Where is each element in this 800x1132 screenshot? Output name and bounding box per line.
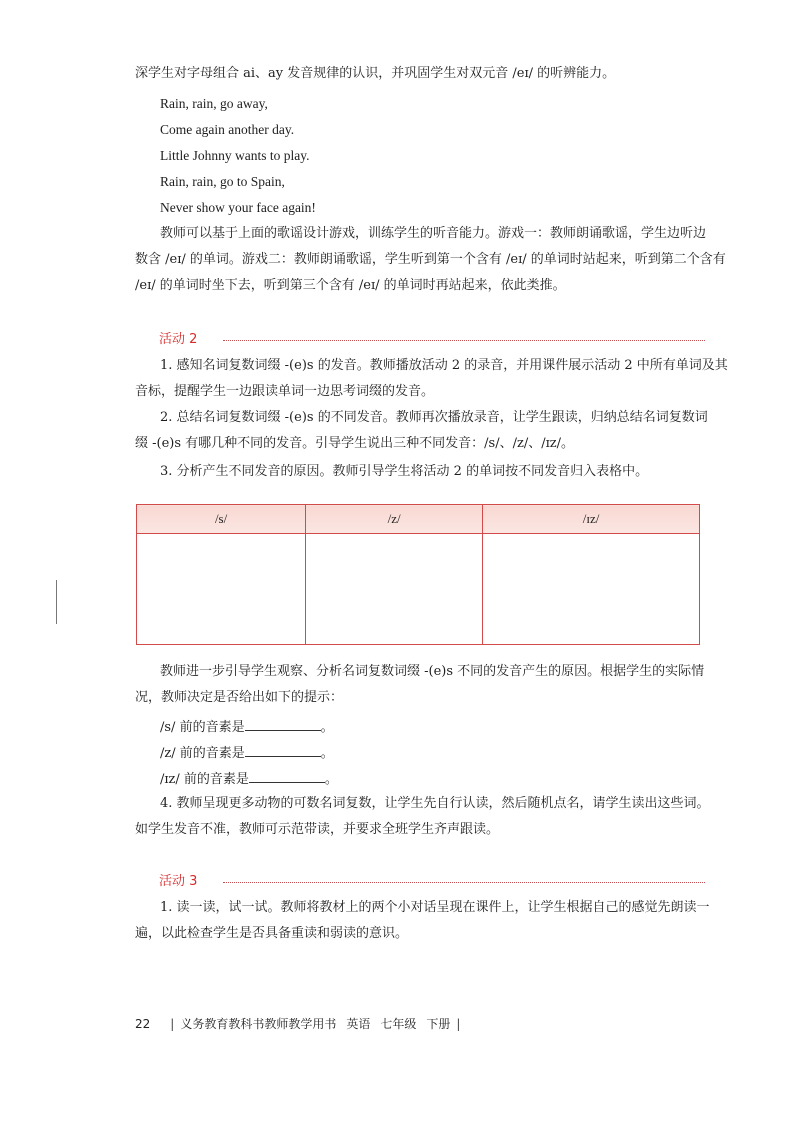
heading-divider xyxy=(223,340,705,341)
table-cell-s xyxy=(137,534,306,645)
table-header-row xyxy=(137,505,700,534)
poem-line-5: Never show your face again! xyxy=(160,200,316,215)
table-row xyxy=(137,534,700,645)
hint-z-end: 。 xyxy=(320,746,334,761)
table-cell-iz xyxy=(483,534,700,645)
hint-line-z xyxy=(160,742,730,764)
game-line-1: 教师可以基于上面的歌谣设计游戏，训练学生的听音能力。游戏一：教师朗诵歌谣，学生边听边 xyxy=(160,226,707,241)
activity2-p3-line1: 3. 分析产生不同发音的原因。教师引导学生将活动 2 的单词按不同发音归入表格中。 xyxy=(160,464,649,479)
intro-line: 深学生对字母组合 ai、ay 发音规律的认识，并巩固学生对双元音 /eɪ/ 的听辨能力。 xyxy=(135,66,616,81)
activity2-p5-line1: 4. 教师呈现更多动物的可数名词复数，让学生先自行认读，然后随机点名，请学生读出这些词。 xyxy=(160,796,710,811)
page-number: 22 xyxy=(135,1017,151,1031)
footer-grade: 七年级 xyxy=(380,1017,417,1031)
hint-z-label: /z/ 前的音素是 xyxy=(160,746,245,761)
hint-iz-end: 。 xyxy=(324,772,338,787)
activity2-p4-line1: 教师进一步引导学生观察、分析名词复数词缀 -(e)s 不同的发音产生的原因。根据学生的实际情 xyxy=(160,664,705,679)
poem-line-2: Come again another day. xyxy=(160,122,295,137)
margin-marker xyxy=(56,580,57,624)
table-cell-z xyxy=(306,534,483,645)
activity3-p1-line1: 1. 读一读，试一试。教师将教材上的两个小对话呈现在课件上，让学生根据自己的感觉先朗读一 xyxy=(160,900,710,915)
poem-line-1: Rain, rain, go away, xyxy=(160,96,268,111)
footer-book-title: 义务教育教科书教师教学用书 xyxy=(180,1017,337,1031)
table-header-z: /z/ xyxy=(306,505,483,534)
activity3-heading xyxy=(135,872,705,894)
hint-iz-label: /ɪz/ 前的音素是 xyxy=(160,772,249,787)
answer-blank-s xyxy=(245,716,321,731)
sound-classification-table xyxy=(136,504,700,645)
footer-subject: 英语 xyxy=(346,1017,371,1031)
footer-separator-end: | xyxy=(456,1017,461,1031)
activity2-p5-line2: 如学生发音不准，教师可示范带读，并要求全班学生齐声跟读。 xyxy=(135,822,500,837)
footer-separator: | xyxy=(170,1017,175,1031)
hint-line-s xyxy=(160,716,730,738)
activity2-p2-line2: 缀 -(e)s 有哪几种不同的发音。引导学生说出三种不同发音：/s/、/z/、/ɪz/。 xyxy=(135,436,574,451)
heading-divider xyxy=(223,882,705,883)
activity2-heading xyxy=(135,330,705,352)
hint-s-label: /s/ 前的音素是 xyxy=(160,720,245,735)
footer-volume: 下册 xyxy=(426,1017,451,1031)
page-footer xyxy=(135,1015,466,1032)
activity2-p2-line1: 2. 总结名词复数词缀 -(e)s 的不同发音。教师再次播放录音，让学生跟读，归纳总结名词复数词 xyxy=(160,410,708,425)
table-header-iz: /ɪz/ xyxy=(483,505,700,534)
game-line-2: 数含 /eɪ/ 的单词。游戏二：教师朗诵歌谣，学生听到第一个含有 /eɪ/ 的单词时站起来，听到第二个含有 xyxy=(135,252,726,267)
table-header-s: /s/ xyxy=(137,505,306,534)
activity2-title: 活动 2 xyxy=(159,332,198,347)
activity2-p4-line2: 况，教师决定是否给出如下的提示： xyxy=(135,690,344,705)
activity2-p1-line1: 1. 感知名词复数词缀 -(e)s 的发音。教师播放活动 2 的录音，并用课件展示活动 2 中所有单词及其 xyxy=(160,358,728,373)
activity3-title: 活动 3 xyxy=(159,874,198,889)
answer-blank-z xyxy=(245,742,321,757)
game-line-3: /eɪ/ 的单词时坐下去，听到第三个含有 /eɪ/ 的单词时再站起来，依此类推。 xyxy=(135,278,566,293)
hint-line-iz xyxy=(160,768,730,790)
answer-blank-iz xyxy=(249,768,325,783)
poem-line-3: Little Johnny wants to play. xyxy=(160,148,310,163)
activity2-p1-line2: 音标，提醒学生一边跟读单词一边思考词缀的发音。 xyxy=(135,384,435,399)
hint-s-end: 。 xyxy=(320,720,334,735)
poem-line-4: Rain, rain, go to Spain, xyxy=(160,174,285,189)
activity3-p1-line2: 遍，以此检查学生是否具备重读和弱读的意识。 xyxy=(135,926,409,941)
